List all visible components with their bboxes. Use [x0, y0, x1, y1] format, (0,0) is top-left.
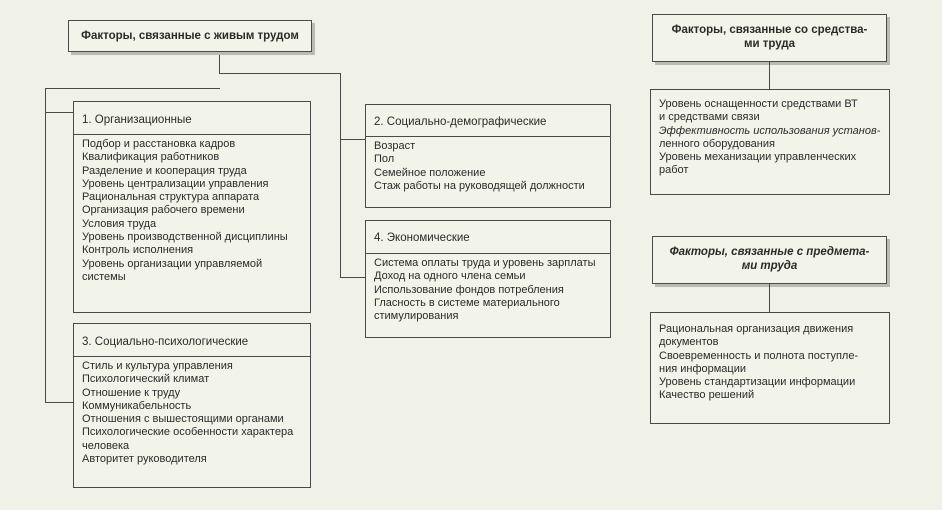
list-item: Уровень централизации управления — [82, 177, 269, 190]
list-item: Система оплаты труда и уровень зарплаты — [374, 257, 596, 269]
list-item: системы — [82, 270, 126, 283]
connector-left-horizontal — [45, 88, 220, 89]
socio-psychological-title: 3. Социально-психологические — [74, 324, 310, 357]
means-of-labor-list — [651, 90, 889, 186]
list-item: Квалификация работников — [82, 151, 220, 164]
living-labor-title: Факторы, связанные с живым трудом — [81, 30, 299, 42]
list-item: ленного оборудования — [659, 137, 775, 150]
list-item: Уровень стандартизации информации — [659, 376, 856, 389]
list-item: Контроль исполнения — [82, 244, 194, 257]
list-item: Уровень оснащенности средствами ВТ — [659, 98, 858, 110]
list-item: стимулирования — [374, 310, 459, 323]
living-labor-header — [68, 20, 312, 52]
means-of-labor-connector — [769, 62, 770, 89]
list-item: Качество решений — [659, 389, 755, 402]
economic-list — [366, 254, 610, 326]
list-item: Гласность в системе материального — [374, 296, 560, 309]
list-item: человека — [82, 439, 130, 452]
objects-of-labor-title-line2: ми труда — [741, 260, 798, 272]
list-item: Авторитет руководителя — [82, 453, 207, 466]
socio-psychological-list — [74, 357, 310, 469]
list-item: Возраст — [374, 140, 416, 152]
objects-of-labor-connector — [769, 284, 770, 312]
list-item: Рациональная структура аппарата — [82, 191, 260, 204]
socio-psychological-factors-box — [73, 323, 311, 488]
means-of-labor-title-line2: ми труда — [743, 38, 796, 50]
organizational-factors-box — [73, 101, 311, 313]
connector-right-vertical — [340, 73, 341, 278]
list-item: ния информации — [659, 362, 747, 375]
list-item: Психологические особенности характера — [82, 426, 294, 439]
connector-top-vertical — [219, 52, 220, 74]
objects-of-labor-header — [652, 236, 887, 284]
objects-of-labor-title-line1: Факторы, связанные с предмета- — [669, 246, 870, 258]
list-item: Подбор и расстановка кадров — [82, 138, 236, 150]
list-item: Уровень механизации управленческих — [659, 151, 857, 164]
list-item: Организация рабочего времени — [82, 204, 245, 217]
list-item: Стиль и культура управления — [82, 360, 233, 372]
connector-to-box4 — [340, 277, 365, 278]
list-item: Разделение и кооперация труда — [82, 164, 247, 177]
list-item: Уровень производственной дисциплины — [82, 231, 288, 244]
list-item: документов — [659, 336, 719, 349]
list-item: Своевременность и полнота поступле- — [659, 349, 859, 362]
means-of-labor-box — [650, 89, 890, 195]
list-item: Психологический климат — [82, 373, 210, 386]
socio-demographic-title: 2. Социально-демографические — [366, 105, 610, 137]
organizational-list — [74, 135, 310, 287]
means-of-labor-title-line1: Факторы, связанные со средства- — [671, 24, 868, 36]
connector-left-vertical — [45, 88, 46, 403]
economic-title: 4. Экономические — [366, 221, 610, 254]
list-item: Уровень организации управляемой — [82, 257, 263, 270]
list-item: Стаж работы на руководящей должности — [374, 179, 585, 192]
list-item: работ — [659, 164, 689, 177]
socio-demographic-factors-box — [365, 104, 611, 208]
list-item: Условия труда — [82, 217, 157, 230]
list-item: Пол — [374, 153, 395, 166]
list-item: Использование фондов потребления — [374, 283, 564, 296]
list-item: Семейное положение — [374, 166, 486, 179]
means-of-labor-header — [652, 14, 887, 62]
list-item: и средствами связи — [659, 111, 760, 124]
connector-top-horizontal — [219, 73, 341, 74]
socio-demographic-list — [366, 137, 610, 196]
economic-factors-box — [365, 220, 611, 338]
connector-to-box2 — [340, 139, 365, 140]
objects-of-labor-box — [650, 312, 890, 424]
list-item: Доход на одного члена семьи — [374, 270, 526, 283]
list-item: Отношение к труду — [82, 386, 181, 399]
list-item: Отношения с вышестоящими органами — [82, 413, 284, 426]
objects-of-labor-list — [651, 313, 889, 413]
list-item: Коммуникабельность — [82, 399, 192, 412]
list-item: Эффективность использования установ- — [659, 124, 881, 137]
connector-to-box3 — [45, 402, 73, 403]
connector-to-box1 — [45, 112, 73, 113]
list-item: Рациональная организация движения — [659, 323, 854, 335]
organizational-title: 1. Организационные — [74, 102, 310, 135]
